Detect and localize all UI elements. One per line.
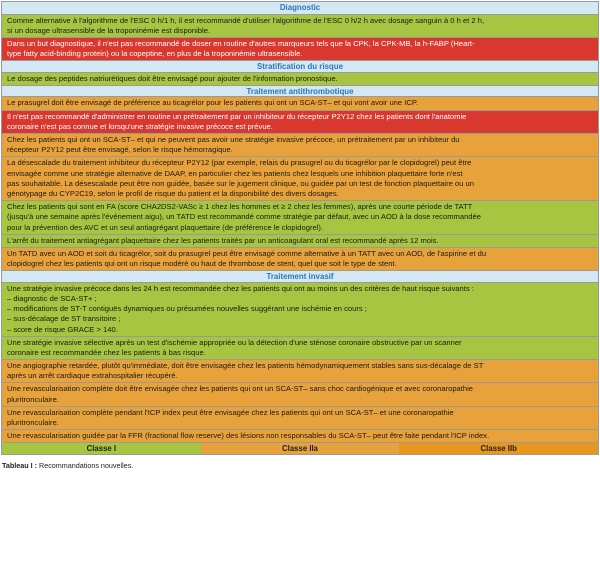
recommendation-line: La désescalade du traitement inhibiteur du récepteur P2Y12 (par exemple, relais du prasugrel ou du ticagrélor par le clopidogrel) peut être [7, 158, 472, 168]
recommendation-row [2, 96, 598, 109]
recommendation-row [2, 247, 598, 270]
recommendation-line: Chez les patients qui sont en FA (score CHA2DS2-VASc ≥ 1 chez les hommes et ≥ 2 chez les femmes), après une courte période de TATT [7, 202, 473, 212]
recommendation-line: type fatty acid-binding protein) ou la copeptine, en plus de la troponinémie ultrasensible. [7, 49, 303, 59]
recommendation-line: – sus-décalage de ST transitoire ; [7, 314, 121, 324]
section-heading: Diagnostic [2, 2, 598, 14]
recommendation-line: Une angiographie retardée, plutôt qu'immédiate, doit être envisagée chez les patients hémodynamiquement stables sans sus-décalage de ST [7, 361, 484, 371]
recommendation-line: Il n'est pas recommandé d'administrer en routine un prétraitement par un inhibiteur du récepteur P2Y12 chez les patients dont l'anatomie [7, 111, 467, 121]
recommendation-line: Une revascularisation complète pendant l'ICP index peut être envisagée chez les patients qui ont un SCA-ST– et une coronaropathie [7, 407, 454, 417]
recommendation-line: Une revascularisation complète doit être envisagée chez les patients qui ont un SCA-ST– sans choc cardiogénique et avec coronaropathie [7, 384, 474, 394]
recommendation-line: – modifications de ST-T contiguës dynamiques ou présumées nouvelles suggérant une ischémie en cours ; [7, 304, 367, 314]
recommendation-line: Chez les patients qui ont un SCA-ST– et qui ne peuvent pas avoir une stratégie invasive précoce, un prétraitement par un inhibiteur du [7, 135, 460, 144]
recommendation-line: après un arrêt cardiaque extrahospitalier récupéré. [7, 371, 178, 381]
legend-class-1: Classe I [2, 443, 201, 454]
recommendation-line: si un dosage ultrasensible de la troponinémie est disponible. [7, 25, 211, 35]
recommendation-line: Un TATD avec un AOD et soit du ticagrélor, soit du prasugrel peut être envisagé comme alternative à un TATT avec un AOD, de l'aspirine et du [7, 248, 487, 258]
legend-class-2: Classe IIa [201, 443, 400, 454]
legend-class-3: Classe IIb [399, 443, 598, 454]
recommendations-table [1, 1, 599, 455]
recommendation-line: Une revascularisation guidée par la FFR (fractional flow reserve) des lésions non responsables du SCA-ST– peut être faite pendant l'ICP index. [7, 431, 490, 441]
recommendation-row [2, 282, 598, 336]
recommendation-line: envisagée comme une stratégie alternative de DAAP, en particulier chez les patients chez lesquels une inhibition plaquettaire forte n'est [7, 168, 463, 178]
recommendation-line: – score de risque GRACE > 140. [7, 324, 118, 334]
recommendation-row [2, 14, 598, 37]
recommendation-row [2, 156, 598, 200]
recommendation-line: coronaire n'est pas connue et lorsqu'une stratégie invasive précoce est prévue. [7, 121, 273, 131]
caption-label: Tableau I : [2, 461, 38, 471]
section-heading: Traitement antithrombotique [2, 85, 598, 97]
recommendation-line: Comme alternative à l'algorithme de l'ESC 0 h/1 h, il est recommandé d'utiliser l'algorithme de l'ESC 0 h/2 h avec dosage sanguin à 0 h et 2 h, [7, 15, 485, 25]
recommendation-line: pas souhaitable. La désescalade peut être non guidée, basée sur le jugement clinique, ou guidée par un test de fonction plaquettaire ou un [7, 178, 474, 188]
recommendation-line: pluritronculaire. [7, 418, 59, 427]
recommendation-row [2, 336, 598, 359]
recommendation-line: Le dosage des peptides natriurétiques doit être envisagé pour ajouter de l'information pronostique. [7, 73, 338, 83]
recommendation-line: pluritronculaire. [7, 394, 59, 404]
table-caption [1, 461, 599, 470]
recommendation-row [2, 429, 598, 442]
section-heading: Traitement invasif [2, 270, 598, 282]
recommendation-row [2, 406, 598, 429]
recommendation-line: Une stratégie invasive sélective après un test d'ischémie appropriée ou la détection d'une sténose coronaire obstructive par un scanner [7, 337, 462, 347]
recommendation-line: (jusqu'à une semaine après l'événement aigu), un TATD est recommandé comme stratégie par défaut, avec un AOD à la dose recommandée [7, 212, 481, 222]
recommendation-line: pour la prévention des AVC et un seul antiagrégant plaquettaire (de préférence le clopidogrel). [7, 222, 324, 232]
recommendation-line: Dans un but diagnostique, il n'est pas recommandé de doser en routine d'autres marqueurs tels que la CPK, la CPK-MB, la h-FABP (Heart- [7, 38, 475, 48]
recommendation-row [2, 37, 598, 60]
recommendation-row [2, 133, 598, 156]
recommendation-line: récepteur P2Y12 peut être envisagé, selon le risque hémorragique. [7, 145, 233, 155]
recommendation-row [2, 359, 598, 382]
recommendation-line: L'arrêt du traitement antiagrégant plaquettaire chez les patients traités par un anticoagulant oral est recommandé après 12 mois. [7, 235, 439, 245]
recommendation-row [2, 234, 598, 247]
caption-text: Recommandations nouvelles. [37, 461, 134, 471]
recommendation-row [2, 72, 598, 85]
recommendation-line: coronaire est recommandée chez les patients à bas risque. [7, 347, 206, 357]
recommendation-line: Une stratégie invasive précoce dans les 24 h est recommandée chez les patients qui ont au moins un des critères de haut risque suivants : [7, 283, 474, 293]
recommendation-line: génotypage du CYP2C19, selon le profil de risque du patient et la disponibilité des divers dosages. [7, 188, 339, 198]
recommendation-row [2, 382, 598, 405]
recommendation-row [2, 110, 598, 133]
class-legend [2, 442, 598, 454]
recommendation-row [2, 200, 598, 234]
section-heading: Stratification du risque [2, 60, 598, 72]
recommendation-line: – diagnostic de SCA-ST+ ; [7, 293, 97, 303]
recommendation-line: clopidogrel chez les patients qui ont un risque modéré ou haut de thrombose de stent, quel que soit le type de stent. [7, 259, 397, 269]
recommendation-line: Le prasugrel doit être envisagé de préférence au ticagrélor pour les patients qui ont un SCA-ST– et qui vont avoir une ICP. [7, 98, 419, 108]
